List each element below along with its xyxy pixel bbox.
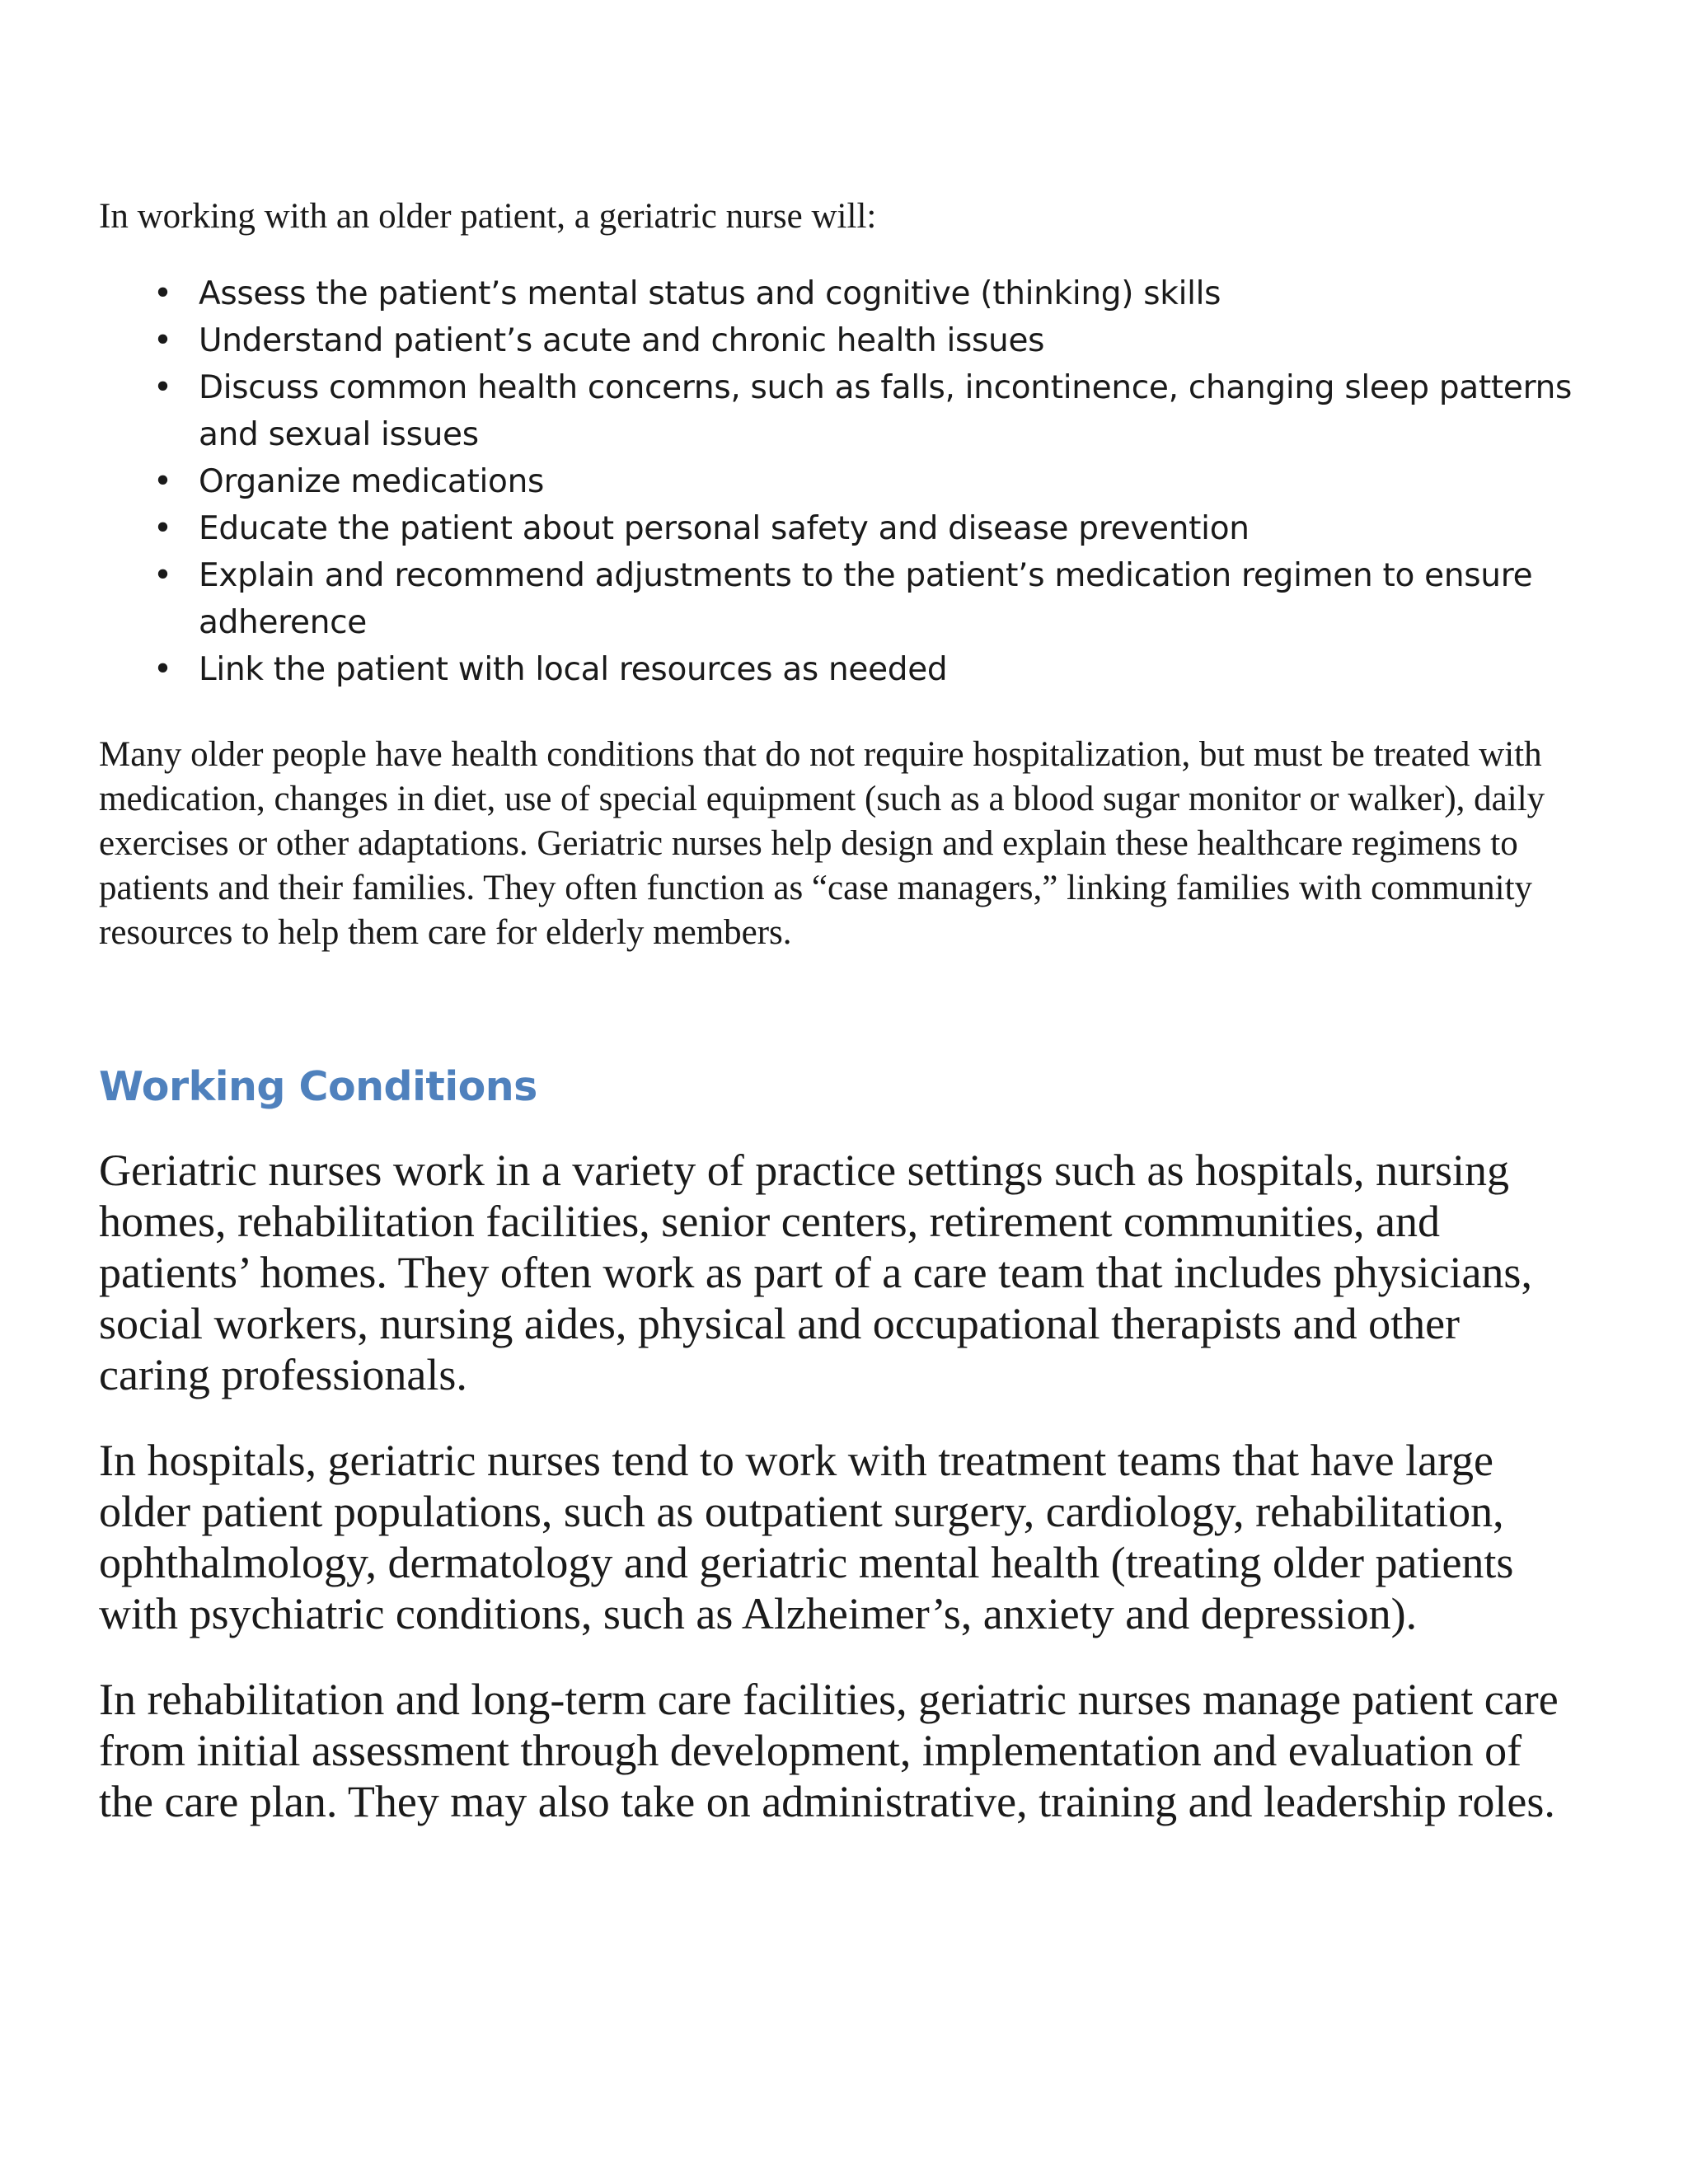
list-item-text: Link the patient with local resources as needed xyxy=(199,651,948,688)
bullet-icon: • xyxy=(153,463,172,500)
bullet-icon: • xyxy=(153,322,172,359)
list-item xyxy=(99,317,1574,364)
bullet-icon: • xyxy=(153,651,172,688)
list-item xyxy=(99,458,1574,505)
list-item xyxy=(99,270,1574,317)
regimens-paragraph: Many older people have health conditions that do not require hospitalization, but must be treated with medication, changes in diet, use of special equipment (such as a blood sugar monitor or walker), daily exercises or other adaptations. Geriatric nurses help design and explain these healthcare regimens to patients and their families. They often function as “case managers,” linking families with community resources to help them care for elderly members. xyxy=(99,735,1545,952)
list-item xyxy=(99,505,1574,552)
document-page xyxy=(99,194,1574,1862)
list-item xyxy=(99,552,1574,646)
list-item-text: Understand patient’s acute and chronic health issues xyxy=(199,322,1045,359)
bullet-icon: • xyxy=(153,510,172,547)
bullet-icon: • xyxy=(153,557,172,594)
list-item xyxy=(99,364,1574,458)
list-item-text: Explain and recommend adjustments to the patient’s medication regimen to ensure adherence xyxy=(199,557,1533,641)
list-item xyxy=(99,646,1574,693)
nurse-duties-list xyxy=(99,270,1574,693)
working-conditions-paragraph-1: Geriatric nurses work in a variety of practice settings such as hospitals, nursing homes, rehabilitation facilities, senior centers, retirement communities, and patients’ homes. They often work as part of a care team that includes physicians, social workers, nursing aides, physical and occupational therapists and other caring professionals. xyxy=(99,1146,1532,1399)
list-item-text: Educate the patient about personal safety and disease prevention xyxy=(199,510,1250,547)
list-item-text: Assess the patient’s mental status and cognitive (thinking) skills xyxy=(199,275,1221,312)
working-conditions-paragraph-2: In hospitals, geriatric nurses tend to work with treatment teams that have large older patient populations, such as outpatient surgery, cardiology, rehabilitation, ophthalmology, dermatology and geriatric mental health (treating older patients with psychiatric conditions, such as Alzheimer’s, anxiety and depression). xyxy=(99,1436,1514,1638)
section-heading: Working Conditions xyxy=(99,1063,537,1110)
bullet-icon: • xyxy=(153,275,172,312)
intro-text: In working with an older patient, a geriatric nurse will: xyxy=(99,197,877,236)
list-item-text: Discuss common health concerns, such as falls, incontinence, changing sleep patterns and sexual issues xyxy=(199,369,1573,453)
bullet-icon: • xyxy=(153,369,172,406)
working-conditions-paragraph-3: In rehabilitation and long-term care facilities, geriatric nurses manage patient care from initial assessment through development, implementation and evaluation of the care plan. They may also take on administrative, training and leadership roles. xyxy=(99,1675,1559,1826)
list-item-text: Organize medications xyxy=(199,463,545,500)
